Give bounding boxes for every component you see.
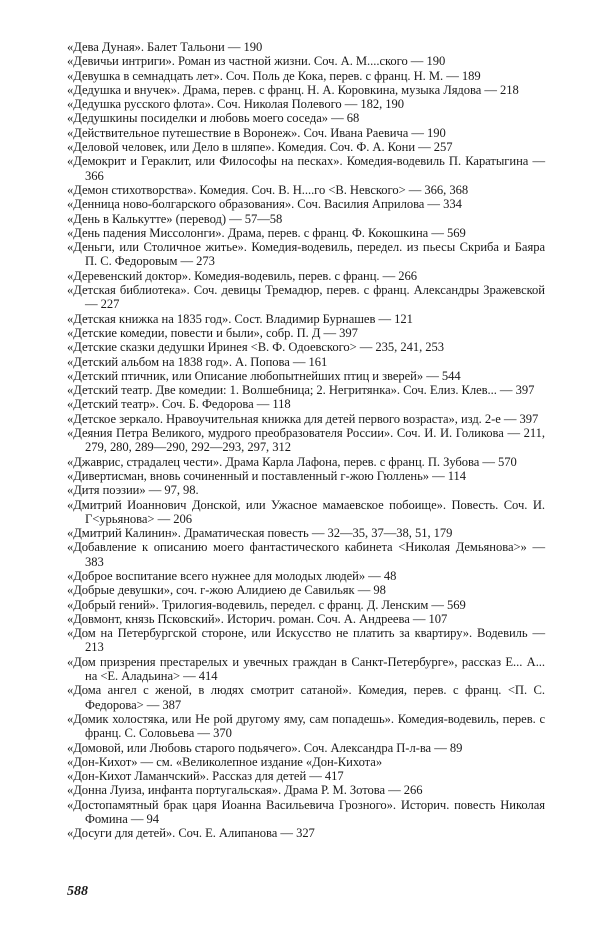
index-entry: «Довмонт, князь Псковский». Историч. роман. Соч. А. Андреева — 107 — [67, 611, 448, 626]
index-entry: «Дон-Кихот» — см. «Великолепное издание «Дон-Кихота» — [67, 754, 383, 769]
index-entry: «День в Калькутте» (перевод) — 57—58 — [67, 211, 283, 226]
index-entry: «Деловой человек, или Дело в шляпе». Комедия. Соч. Ф. А. Кони — 257 — [67, 140, 453, 155]
index-entry: «Дитя поэзии» — 97, 98. — [67, 483, 199, 498]
index-entry: «День падения Миссолонги». Драма, перев. с франц. Ф. Кокошкина — 569 — [67, 225, 466, 240]
index-entry: «Дом на Петербургской стороне, или Искусство не платить за квартиру». Водевиль — 213 — [67, 626, 545, 655]
index-entry: «Добрые девушки», соч. г-жою Алидиею де Савильяк — 98 — [67, 583, 386, 598]
index-entry: «Дмитрий Калинин». Драматическая повесть — 32—35, 37—38, 51, 179 — [67, 526, 453, 541]
index-entry: «Детский театр». Соч. Б. Федорова — 118 — [67, 397, 291, 412]
index-entry: «Дмитрий Иоаннович Донской, или Ужасное мамаевское побоище». Повесть. Соч. И. Г<урьянова> — 206 — [67, 497, 545, 526]
index-entry: «Домик холостяка, или Не рой другому яму, сам попадешь». Комедия-водевиль, перев. с франц. С. Соловьева — 370 — [67, 711, 545, 741]
index-entry: «Демон стихотворства». Комедия. Соч. В. Н....го <В. Невского> — 366, 368 — [67, 182, 469, 197]
index-entry: «Действительное путешествие в Воронеж». Соч. Ивана Раевича — 190 — [67, 125, 446, 140]
index-entry: «Дедушкины посиделки и любовь моего соседа» — 68 — [67, 111, 360, 126]
index-entry: «Домовой, или Любовь старого подьячего». Соч. Александра П-л-ва — 89 — [67, 740, 463, 755]
index-entry: «Добрый гений». Трилогия-водевиль, передел. с франц. Д. Ленским — 569 — [67, 597, 466, 612]
index-entry: «Детские сказки дедушки Иринея <В. Ф. Одоевского> — 235, 241, 253 — [67, 340, 445, 355]
index-entry: «Демокрит и Гераклит, или Философы на песках». Комедия-водевиль П. Каратыгина — 366 — [67, 154, 545, 183]
index-entry: «Детское зеркало. Нравоучительная книжка для детей первого возраста», изд. 2-е — 397 — [67, 411, 539, 426]
index-entry: «Дедушка русского флота». Соч. Николая Полевого — 182, 190 — [67, 97, 405, 112]
index-entry: «Деньги, или Столичное житье». Комедия-водевиль, передел. из пьесы Скриба и Баяра П. С. Федоровым — 273 — [67, 240, 545, 269]
index-entry: «Детская книжка на 1835 год». Сост. Владимир Бурнашев — 121 — [67, 311, 413, 326]
index-entry: «Дома ангел с женой, в людях смотрит сатаной». Комедия, перев. с франц. <П. С. Федорова> — 387 — [67, 683, 545, 712]
index-entry: «Дева Дуная». Балет Тальони — 190 — [67, 40, 263, 54]
index-entry: «Дон-Кихот Ламанчский». Рассказ для детей — 417 — [67, 769, 344, 784]
index-entry: «Девичьи интриги». Роман из частной жизни. Соч. А. М....ского — 190 — [67, 54, 446, 69]
index-entry: «Детские комедии, повести и были», собр. П. Д — 397 — [67, 325, 358, 340]
index-entry: «Девушка в семнадцать лет». Соч. Поль де Кока, перев. с франц. Н. М. — 189 — [67, 68, 481, 83]
index-entry: «Доброе воспитание всего нужнее для молодых людей» — 48 — [67, 568, 397, 583]
index-entry: «Джаврис, страдалец чести». Драма Карла Лафона, перев. с франц. П. Зубова — 570 — [67, 454, 517, 469]
index-entry: «Детский театр. Две комедии: 1. Волшебница; 2. Негритянка». Соч. Елиз. Клев... — 397 — [67, 383, 535, 398]
page-number: 588 — [67, 884, 88, 899]
index-entries — [67, 40, 545, 841]
index-entry: «Дедушка и внучек». Драма, перев. с франц. Н. А. Коровкина, музыка Лядова — 218 — [67, 82, 519, 97]
index-entry: «Донна Луиза, инфанта португальская». Драма Р. М. Зотова — 266 — [67, 783, 423, 798]
index-entry: «Достопамятный брак царя Иоанна Васильевича Грозного». Историч. повесть Николая Фомина — 94 — [67, 797, 545, 827]
index-entry: «Денница ново-болгарского образования». Соч. Василия Априлова — 334 — [67, 197, 462, 212]
index-entry: «Деяния Петра Великого, мудрого преобразователя России». Соч. И. И. Голикова — 211, 279, 280, 289—290, 292—293, 297, 312 — [67, 426, 545, 455]
index-entry: «Деревенский доктор». Комедия-водевиль, перев. с франц. — 266 — [67, 268, 417, 283]
index-entry: «Детская библиотека». Соч. девицы Тремадюр, перев. с франц. Александры Зражевской — 227 — [67, 283, 545, 312]
index-entry: «Досуги для детей». Соч. Е. Алипанова — 327 — [67, 826, 315, 841]
index-entry: «Дом призрения престарелых и увечных граждан в Санкт-Петербурге», рассказ Е... А... на <Е. Аладьина> — 414 — [67, 654, 545, 684]
index-entry: «Добавление к описанию моего фантастического кабинета <Николая Демьянова>» — 383 — [67, 540, 545, 569]
index-entry: «Дивертисман, вновь сочиненный и поставленный г-жою Гюллень» — 114 — [67, 468, 467, 483]
index-entry: «Детский птичник, или Описание любопытнейших птиц и зверей» — 544 — [67, 368, 461, 383]
index-entry: «Детский альбом на 1838 год». А. Попова — 161 — [67, 354, 328, 369]
